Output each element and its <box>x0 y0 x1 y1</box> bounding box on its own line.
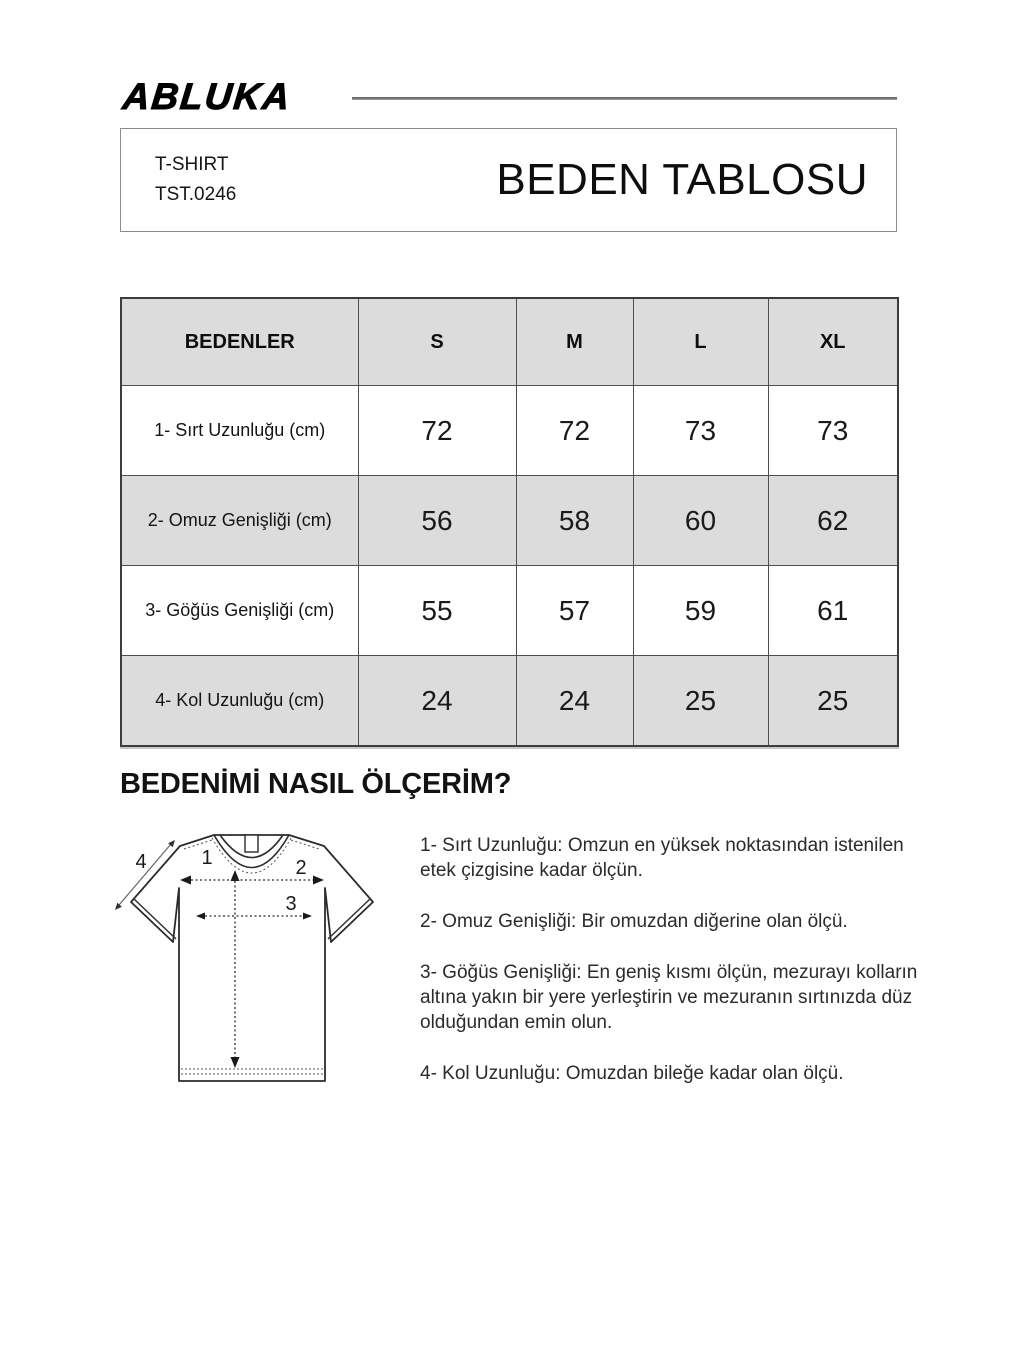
instruction-sleeve-length: 4- Kol Uzunluğu: Omuzdan bileğe kadar olan ölçü. <box>420 1063 844 1084</box>
table-row <box>121 476 898 566</box>
cell-value: 61 <box>768 566 898 656</box>
instruction-shoulder-width: 2- Omuz Genişliği: Bir omuzdan diğerine olan ölçü. <box>420 911 848 932</box>
product-meta <box>155 150 236 210</box>
row-label: 4- Kol Uzunluğu (cm) <box>121 656 358 747</box>
cell-value: 56 <box>358 476 516 566</box>
cell-value: 58 <box>516 476 633 566</box>
row-label: 3- Göğüs Genişliği (cm) <box>121 566 358 656</box>
diagram-label-3: 3 <box>285 893 297 915</box>
product-code: TST.0246 <box>155 184 237 205</box>
measure-section-heading: BEDENİMİ NASIL ÖLÇERİM? <box>120 768 512 800</box>
diagram-label-2: 2 <box>295 857 307 879</box>
diagram-label-4: 4 <box>135 851 147 873</box>
cell-value: 73 <box>768 386 898 476</box>
cell-value: 72 <box>516 386 633 476</box>
column-header-bedenler: BEDENLER <box>121 298 358 386</box>
size-table-header-row <box>121 298 898 386</box>
cell-value: 72 <box>358 386 516 476</box>
diagram-label-1: 1 <box>201 847 213 869</box>
cell-value: 73 <box>633 386 768 476</box>
size-table <box>120 297 899 747</box>
cell-value: 25 <box>633 656 768 747</box>
cell-value: 55 <box>358 566 516 656</box>
tshirt-diagram-icon <box>95 818 395 1108</box>
tshirt-measurement-diagram <box>95 818 395 1108</box>
page-title: BEDEN TABLOSU <box>496 155 868 204</box>
header-divider-line <box>352 97 897 100</box>
cell-value: 59 <box>633 566 768 656</box>
brand-logo: ABLUKA <box>120 76 294 117</box>
column-header-m: M <box>516 298 633 386</box>
instruction-back-length: 1- Sırt Uzunluğu: Omzun en yüksek noktasından istenilen etek çizgisine kadar ölçün. <box>420 835 904 881</box>
column-header-xl: XL <box>768 298 898 386</box>
column-header-l: L <box>633 298 768 386</box>
title-box <box>120 128 897 232</box>
cell-value: 62 <box>768 476 898 566</box>
product-type: T-SHIRT <box>155 154 229 175</box>
measure-instructions <box>420 833 920 1112</box>
column-header-s: S <box>358 298 516 386</box>
cell-value: 57 <box>516 566 633 656</box>
instruction-chest-width: 3- Göğüs Genişliği: En geniş kısmı ölçün, mezurayı kolların altına yakın bir yere yerleştirin ve mezuranın sırtınızda düz olduğundan emin olun. <box>420 962 918 1033</box>
cell-value: 24 <box>358 656 516 747</box>
cell-value: 25 <box>768 656 898 747</box>
table-row <box>121 656 898 747</box>
cell-value: 24 <box>516 656 633 747</box>
table-row <box>121 386 898 476</box>
row-label: 1- Sırt Uzunluğu (cm) <box>121 386 358 476</box>
row-label: 2- Omuz Genişliği (cm) <box>121 476 358 566</box>
table-row <box>121 566 898 656</box>
cell-value: 60 <box>633 476 768 566</box>
